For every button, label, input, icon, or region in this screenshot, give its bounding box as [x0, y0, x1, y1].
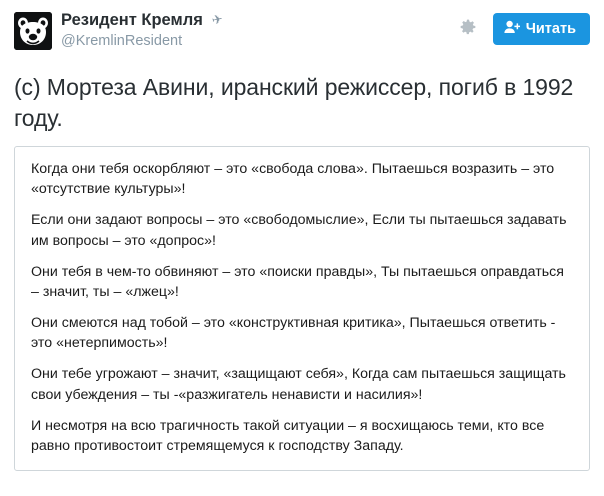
person-add-icon: [504, 20, 520, 38]
quoted-text-card: [14, 146, 590, 471]
gear-icon[interactable]: [457, 16, 479, 43]
tweet-header: [14, 10, 590, 58]
account-names: [61, 10, 223, 50]
quote-paragraph: Если они задают вопросы – это «свободомыслие», Если ты пытаешься задавать им вопросы – это «допрос»!: [31, 212, 567, 249]
tweet-text: (c) Мортеза Авини, иранский режиссер, погиб в 1992 году.: [14, 74, 574, 132]
avatar[interactable]: [14, 12, 52, 50]
follow-button-label: Читать: [525, 21, 576, 37]
account-handle[interactable]: @KremlinResident: [61, 33, 183, 50]
quote-paragraph: Они тебя в чем-то обвиняют – это «поиски правды», Ты пытаешься оправдаться – значит, ты – «лжец»!: [31, 263, 564, 300]
header-actions: [457, 10, 590, 45]
quote-paragraph: Когда они тебя оскорбляют – это «свобода слова». Пытаешься возразить – это «отсутствие культуры»!: [31, 161, 555, 198]
bear-avatar-icon: [14, 12, 52, 50]
quote-paragraph: И несмотря на всю трагичность такой ситуации – я восхищаюсь теми, кто все равно противостоит стремящемуся к господству Западу.: [31, 417, 545, 454]
quote-paragraph: Они тебе угрожают – значит, «защищают себя», Когда сам пытаешься защищать свои убеждения – ты -«разжигатель ненависти и насилия»!: [31, 366, 566, 403]
follow-button[interactable]: [493, 13, 590, 45]
quote-paragraph: Они смеются над тобой – это «конструктивная критика», Пытаешься ответить - это «нетерпимость»!: [31, 315, 556, 352]
verified-badge-icon: ✈: [210, 11, 225, 29]
display-name[interactable]: Резидент Кремля: [61, 11, 203, 29]
